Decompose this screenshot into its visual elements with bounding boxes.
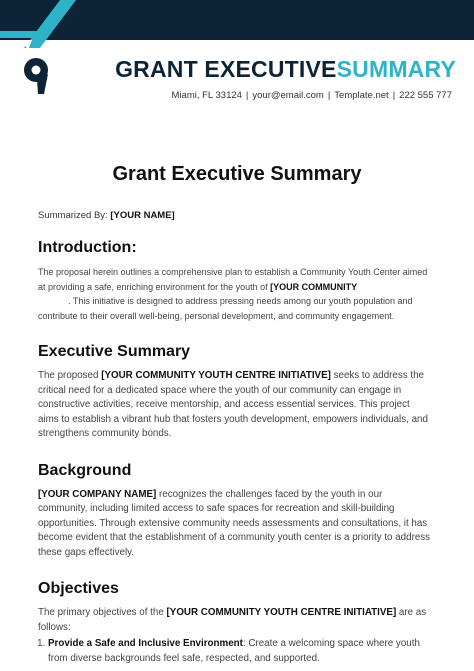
brand-word-grant-executive: GRANT EXECUTIVE: [115, 56, 337, 82]
contact-phone: 222 555 777: [399, 90, 452, 101]
executive-summary-placeholder: [YOUR COMMUNITY YOUTH CENTRE INITIATIVE]: [101, 370, 331, 381]
contact-line: [172, 90, 452, 101]
brand-wordmark: [115, 56, 456, 86]
introduction-text-after: . This initiative is designed to address pressing needs among our youth population and contribute to their overall well-being, personal development, and community engagement.: [38, 296, 413, 321]
list-item: [48, 637, 433, 666]
contact-email[interactable]: your@email.com: [252, 90, 324, 101]
introduction-heading: Introduction:: [38, 239, 137, 256]
objectives-heading: Objectives: [38, 580, 119, 597]
executive-summary-text-after: seeks to address the critical need for a dedicated space where the youth of our community can engage in constructive activities, receive mentorship, and access essential services. This project aims to establish a vibrant hub that fosters youth development, empowers individuals, and strengthens community bonds.: [38, 370, 428, 439]
document-body: [38, 210, 433, 666]
header-stripe-decoration: [0, 0, 90, 52]
background-paragraph: [38, 488, 433, 561]
introduction-placeholder: [YOUR COMMUNITY: [270, 281, 358, 292]
summarized-value: [YOUR NAME]: [110, 210, 175, 221]
contact-separator: |: [392, 90, 396, 101]
contact-separator: |: [245, 90, 249, 101]
background-text-after: recognizes the challenges faced by the youth in our community, including limited access to safe spaces for recreation and skill-building opportunities. Through extensive community needs assessments and consultations, it has become evident that the establishment of a community youth center is a priority to address these gaps effectively.: [38, 488, 431, 558]
summarized-by: [38, 210, 433, 221]
objectives-text-before: The primary objectives of the: [38, 607, 167, 618]
contact-location: Miami, FL 33124: [171, 90, 242, 101]
introduction-paragraph: [38, 265, 433, 323]
document-title: Grant Executive Summary: [112, 163, 362, 185]
introduction-text-before: The proposal herein outlines a comprehensive plan to establish a Community Youth Center aimed at providing a safe, enriching environment for the youth of: [38, 267, 428, 292]
background-heading: Background: [38, 461, 132, 479]
background-placeholder: [YOUR COMPANY NAME]: [38, 488, 157, 500]
objectives-text-after: are as follows:: [38, 607, 427, 633]
objective-title: Provide a Safe and Inclusive Environment: [48, 638, 243, 649]
objectives-paragraph: [38, 606, 433, 635]
executive-summary-heading: Executive Summary: [38, 343, 191, 360]
executive-summary-paragraph: [38, 369, 433, 442]
contact-separator: |: [327, 90, 331, 101]
objectives-placeholder: [YOUR COMMUNITY YOUTH CENTRE INITIATIVE]: [166, 607, 397, 618]
objective-text: : Create a welcoming space where youth from diverse backgrounds feel safe, respected, and supported.: [48, 638, 420, 664]
executive-summary-text-before: The proposed: [38, 370, 102, 381]
brand-word-summary: SUMMARY: [336, 56, 456, 82]
contact-website[interactable]: Template.net: [334, 90, 389, 101]
objectives-list: [38, 637, 433, 666]
brand-logo-icon: [20, 56, 52, 96]
summarized-label: Summarized By:: [38, 210, 108, 221]
